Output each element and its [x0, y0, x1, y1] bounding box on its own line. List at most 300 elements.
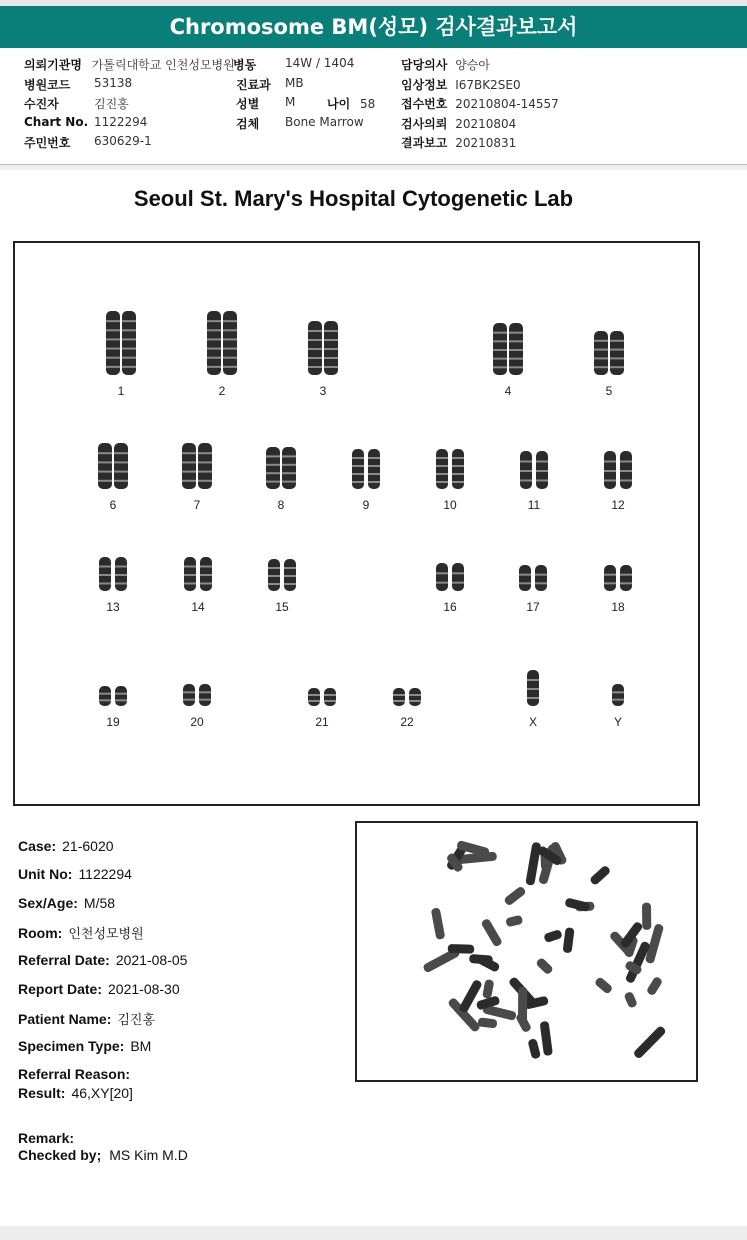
chromosome-band: [223, 366, 237, 368]
chromosome-band: [122, 366, 136, 368]
sexage-field: [18, 895, 115, 911]
chromosome-band: [604, 582, 616, 584]
chromosome-band: [493, 366, 507, 368]
metaphase-chromosome: [480, 918, 503, 948]
unit-value: 1122294: [78, 866, 132, 882]
chromosome-band: [223, 320, 237, 322]
metaphase-chromosome: [505, 915, 523, 928]
requester-label: 의뢰기관명: [24, 58, 82, 72]
chromosome-band: [308, 357, 322, 359]
chromosome-band: [122, 320, 136, 322]
chromosome-pair-18: [604, 565, 632, 614]
chromosome-band: [620, 470, 632, 472]
doctor-value: 양승아: [455, 58, 490, 72]
chromosome-band: [266, 481, 280, 483]
chart-value: 1122294: [94, 115, 148, 129]
chromosome-pair-17: [519, 565, 547, 614]
chromosome: [308, 688, 320, 706]
karyotype-panel: [13, 241, 700, 806]
clinical-label: 임상정보: [401, 78, 448, 92]
chromosome-band: [368, 465, 380, 467]
chromosome-band: [268, 567, 280, 569]
chromosome-band: [198, 452, 212, 454]
chromosome-band: [324, 357, 338, 359]
metaphase-chromosome: [482, 979, 494, 999]
dept-label: 진료과: [236, 78, 271, 92]
room-label: Room:: [18, 925, 63, 941]
chromosome-label: 8: [277, 498, 285, 512]
chromosome-pair-19: [99, 686, 127, 729]
chromosome-band: [115, 574, 127, 576]
chromosome: [183, 684, 195, 706]
chromosome-band: [98, 452, 112, 454]
referral-date-field: [18, 952, 187, 968]
chromosome-band: [266, 464, 280, 466]
chromosome-band: [122, 357, 136, 359]
chromosome-pair-5: [594, 331, 624, 398]
chromosome-label: 1: [117, 384, 125, 398]
chromosome-band: [368, 457, 380, 459]
chromosome-label: 4: [504, 384, 512, 398]
chromosome-band: [409, 700, 421, 702]
result-field: [18, 1085, 133, 1101]
metaphase-chromosome: [594, 976, 614, 995]
lab-title: Seoul St. Mary's Hospital Cytogenetic Lab: [133, 186, 574, 211]
age-label: 나이: [327, 97, 351, 111]
ward-field: [233, 56, 355, 73]
chromosome: [182, 443, 196, 489]
checked-field: [18, 1147, 188, 1163]
metaphase-chromosome: [515, 1012, 532, 1033]
chromosome-band: [604, 480, 616, 482]
referral-reason-field: [18, 1066, 136, 1082]
chromosome-band: [98, 480, 112, 482]
chromosome-band: [183, 699, 195, 701]
chromosome-band: [106, 320, 120, 322]
chromosome-band: [308, 700, 320, 702]
chromosome-band: [509, 358, 523, 360]
remark-label: Remark:: [18, 1130, 75, 1146]
chromosome-band: [620, 582, 632, 584]
chromosome: [282, 447, 296, 489]
unit-label: Unit No:: [18, 866, 73, 882]
chromosome-band: [207, 357, 221, 359]
chromosome-band: [207, 320, 221, 322]
metaphase-chromosome: [589, 865, 611, 886]
metaphase-chromosome: [563, 927, 575, 953]
chromosome-band: [308, 339, 322, 341]
chromosome-band: [115, 699, 127, 701]
chromosome: [266, 447, 280, 489]
chromosome-band: [604, 470, 616, 472]
chromosome-band: [324, 348, 338, 350]
chromosome-band: [535, 582, 547, 584]
chromosome-band: [520, 470, 532, 472]
chromosome-band: [452, 481, 464, 483]
chromosome: [324, 688, 336, 706]
sex-value: M: [285, 95, 296, 109]
chromosome-band: [493, 340, 507, 342]
chart-field: [24, 115, 148, 129]
report-date-field: [18, 981, 180, 997]
chromosome-band: [282, 472, 296, 474]
chromosome-band: [368, 481, 380, 483]
age-field: [327, 95, 375, 112]
chromosome-pair-4: [493, 323, 523, 398]
unit-field: [18, 866, 132, 882]
chromosome-band: [620, 480, 632, 482]
chromosome: [604, 565, 616, 591]
chromosome-band: [324, 330, 338, 332]
chromosome-band: [282, 455, 296, 457]
chromosome-band: [99, 583, 111, 585]
receipt-field: [401, 95, 559, 112]
chromosome-band: [620, 461, 632, 463]
chromosome-band: [266, 472, 280, 474]
chromosome-label: 11: [527, 498, 541, 512]
patient-value: 김진홍: [94, 97, 129, 111]
room-value: 인천성모병원: [68, 926, 144, 941]
chromosome-band: [122, 348, 136, 350]
chromosome-pair-8: [266, 447, 296, 512]
specimen-value: Bone Marrow: [285, 115, 364, 129]
specimen-field: [236, 115, 364, 132]
chromosome-band: [594, 349, 608, 351]
chromosome-band: [183, 691, 195, 693]
chromosome-pair-9: [352, 449, 380, 512]
chromosome-band: [352, 473, 364, 475]
checked-label: Checked by;: [18, 1147, 102, 1163]
chromosome-label: 10: [443, 498, 457, 512]
chromosome-band: [493, 332, 507, 334]
sex-field: [236, 95, 296, 112]
requester-field: [24, 56, 235, 73]
chromosome-band: [509, 349, 523, 351]
chromosome-band: [324, 339, 338, 341]
chromosome-band: [99, 566, 111, 568]
result-report-label: 결과보고: [401, 136, 448, 150]
chromosome-label: 5: [605, 384, 613, 398]
chromosome-band: [184, 583, 196, 585]
hospital-code-field: [24, 76, 133, 93]
metaphase-chromosome: [633, 1025, 667, 1060]
chromosome-band: [493, 349, 507, 351]
chromosome-pair-6: [98, 443, 128, 512]
chromosome-band: [527, 697, 539, 699]
chromosome-band: [207, 366, 221, 368]
chromosome-pair-14: [184, 557, 212, 614]
chromosome-band: [223, 357, 237, 359]
metaphase-chromosome: [431, 907, 446, 940]
chromosome-band: [284, 583, 296, 585]
chromosome: [393, 688, 405, 706]
chart-label: Chart No.: [24, 115, 89, 129]
chromosome-band: [308, 348, 322, 350]
chromosome-band: [324, 694, 336, 696]
chromosome: [99, 686, 111, 706]
chromosome-band: [308, 366, 322, 368]
chromosome-band: [200, 566, 212, 568]
chromosome-label: Y: [613, 715, 623, 729]
requester-value: 가톨릭대학교 인천성모병원: [91, 58, 235, 72]
chromosome: [409, 688, 421, 706]
chromosome-band: [106, 348, 120, 350]
result-value: 46,XY[20]: [71, 1085, 133, 1101]
specimen-type-value: BM: [130, 1038, 152, 1054]
chromosome-band: [604, 461, 616, 463]
chromosome-label: 22: [400, 715, 414, 729]
referral-date-value: 2021-08-05: [115, 952, 188, 968]
chromosome-band: [409, 694, 421, 696]
chromosome-band: [535, 574, 547, 576]
doctor-label: 담당의사: [401, 58, 448, 72]
clinical-field: [401, 76, 521, 93]
test-request-label: 검사의뢰: [401, 117, 448, 131]
chromosome-band: [452, 572, 464, 574]
chromosome-band: [266, 455, 280, 457]
dept-value: MB: [285, 76, 304, 90]
id-field: [24, 134, 152, 151]
chromosome-band: [122, 338, 136, 340]
chromosome-pair-12: [604, 451, 632, 512]
chromosome-band: [527, 679, 539, 681]
chromosome-pair-21: [308, 688, 336, 729]
chromosome-label: 17: [526, 600, 540, 614]
chromosome: [199, 684, 211, 706]
chromosome-band: [207, 338, 221, 340]
metaphase-chromosome: [478, 1017, 498, 1028]
chromosome-label: 16: [443, 600, 457, 614]
chromosome-band: [519, 582, 531, 584]
chromosome-band: [352, 465, 364, 467]
chromosome-band: [610, 340, 624, 342]
chromosome-label: 20: [190, 715, 204, 729]
chromosome-band: [436, 481, 448, 483]
chromosome-label: 15: [275, 600, 289, 614]
chromosome-band: [594, 357, 608, 359]
age-value: 58: [360, 97, 376, 111]
chromosome-label: 14: [191, 600, 205, 614]
id-value: 630629-1: [94, 134, 152, 148]
chromosome-band: [114, 471, 128, 473]
metaphase-chromosome: [535, 957, 554, 976]
id-label: 주민번호: [24, 136, 71, 150]
metaphase-chromosome: [503, 885, 527, 906]
chromosome-band: [99, 574, 111, 576]
case-value: 21-6020: [62, 838, 114, 854]
chromosome: [594, 331, 608, 375]
chromosome: [535, 565, 547, 591]
chromosome-band: [106, 338, 120, 340]
chromosome-band: [199, 691, 211, 693]
chromosome-label: 2: [218, 384, 226, 398]
chromosome-band: [106, 357, 120, 359]
chromosome-band: [98, 461, 112, 463]
chromosome-band: [308, 694, 320, 696]
chromosome-pair-16: [436, 563, 464, 614]
chromosome-band: [509, 340, 523, 342]
ward-label: 병동: [233, 58, 257, 72]
chromosome-band: [182, 471, 196, 473]
specimen-type-field: [18, 1038, 151, 1054]
receipt-label: 접수번호: [401, 97, 448, 111]
hospital-code-label: 병원코드: [24, 78, 71, 92]
chromosome-pair-Y: [612, 684, 624, 729]
receipt-value: 20210804-14557: [455, 97, 559, 111]
chromosome: [198, 443, 212, 489]
chromosome-band: [184, 566, 196, 568]
chromosome-band: [114, 452, 128, 454]
bottom-strip: [0, 1226, 747, 1240]
metaphase-chromosome: [448, 944, 475, 954]
chromosome: [436, 563, 448, 591]
chromosome-label: 12: [611, 498, 625, 512]
chromosome-band: [610, 366, 624, 368]
chromosome: [612, 684, 624, 706]
karyotype-image: [15, 243, 698, 804]
sex-label: 성별: [236, 97, 260, 111]
case-label: Case:: [18, 838, 57, 854]
chromosome: [98, 443, 112, 489]
chromosome-band: [115, 693, 127, 695]
chromosome-band: [594, 340, 608, 342]
ward-value: 14W / 1404: [285, 56, 355, 70]
chromosome-band: [106, 366, 120, 368]
chromosome-band: [620, 574, 632, 576]
chromosome-label: 21: [315, 715, 329, 729]
chromosome-band: [207, 329, 221, 331]
patient-name-field: [18, 1009, 155, 1028]
metaphase-chromosome: [623, 991, 637, 1009]
referral-reason-label: Referral Reason:: [18, 1066, 131, 1082]
chromosome-band: [200, 574, 212, 576]
chromosome-band: [612, 691, 624, 693]
chromosome-band: [436, 457, 448, 459]
doctor-field: [401, 56, 490, 73]
chromosome-band: [536, 470, 548, 472]
chromosome-band: [198, 471, 212, 473]
result-report-value: 20210831: [455, 136, 517, 150]
chromosome-band: [184, 574, 196, 576]
chromosome-band: [308, 330, 322, 332]
specimen-type-label: Specimen Type:: [18, 1038, 125, 1054]
chromosome-band: [594, 366, 608, 368]
chromosome-band: [368, 473, 380, 475]
chromosome-band: [436, 465, 448, 467]
chromosome-band: [115, 583, 127, 585]
chromosome-band: [284, 567, 296, 569]
sexage-label: Sex/Age:: [18, 895, 78, 911]
test-request-value: 20210804: [455, 117, 517, 131]
chromosome-label: X: [528, 715, 538, 729]
chromosome-band: [115, 566, 127, 568]
test-request-field: [401, 115, 516, 132]
chromosome-band: [114, 480, 128, 482]
room-field: [18, 923, 144, 942]
chromosome-band: [436, 582, 448, 584]
metaphase-spread-image: [357, 823, 696, 1080]
metaphase-chromosome: [469, 954, 493, 965]
chromosome-band: [182, 452, 196, 454]
chromosome-pair-11: [520, 451, 548, 512]
chromosome-band: [122, 329, 136, 331]
chromosome-band: [393, 694, 405, 696]
chromosome: [610, 331, 624, 375]
chromosome-band: [282, 481, 296, 483]
chromosome: [452, 563, 464, 591]
chromosome-band: [393, 700, 405, 702]
remark-field: [18, 1130, 80, 1146]
chromosome-pair-1: [106, 311, 136, 398]
chromosome-pair-22: [393, 688, 421, 729]
checked-value: MS Kim M.D: [109, 1147, 188, 1163]
chromosome-label: 18: [611, 600, 625, 614]
chromosome-band: [452, 582, 464, 584]
chromosome-band: [182, 480, 196, 482]
chromosome-pair-3: [308, 321, 338, 398]
patient-label: 수진자: [24, 97, 59, 111]
chromosome-band: [324, 700, 336, 702]
chromosome-label: 13: [106, 600, 120, 614]
metaphase-chromosome: [642, 903, 651, 930]
chromosome-band: [493, 358, 507, 360]
chromosome-pair-15: [268, 559, 296, 614]
chromosome-band: [106, 329, 120, 331]
chromosome-band: [520, 480, 532, 482]
chromosome: [114, 443, 128, 489]
chromosome-band: [268, 575, 280, 577]
chromosome-band: [536, 480, 548, 482]
hospital-code-value: 53138: [94, 76, 133, 90]
chromosome-band: [223, 338, 237, 340]
chromosome-band: [519, 574, 531, 576]
chromosome-band: [520, 461, 532, 463]
specimen-label: 검체: [236, 117, 260, 131]
chromosome-band: [284, 575, 296, 577]
chromosome-band: [268, 583, 280, 585]
chromosome-band: [509, 332, 523, 334]
result-label: Result:: [18, 1085, 66, 1101]
chromosome-label: 6: [109, 498, 117, 512]
report-date-value: 2021-08-30: [108, 981, 180, 997]
chromosome-label: 7: [193, 498, 201, 512]
chromosome-pair-13: [99, 557, 127, 614]
chromosome-label: 3: [319, 384, 327, 398]
chromosome-band: [436, 572, 448, 574]
chromosome: [519, 565, 531, 591]
chromosome-band: [223, 348, 237, 350]
metaphase-panel: [355, 821, 698, 1082]
chromosome-band: [452, 473, 464, 475]
chromosome: [115, 686, 127, 706]
chromosome-band: [509, 366, 523, 368]
dept-field: [236, 76, 304, 93]
metaphase-chromosome: [543, 929, 563, 943]
chromosome-band: [452, 457, 464, 459]
clinical-value: I67BK2SE0: [455, 78, 521, 92]
chromosome-band: [99, 693, 111, 695]
chromosome-band: [352, 457, 364, 459]
chromosome-band: [200, 583, 212, 585]
chromosome-band: [604, 574, 616, 576]
chromosome-pair-20: [183, 684, 211, 729]
report-date-label: Report Date:: [18, 981, 103, 997]
referral-date-label: Referral Date:: [18, 952, 110, 968]
chromosome-band: [98, 471, 112, 473]
chromosome-label: 19: [106, 715, 120, 729]
metaphase-chromosome: [646, 976, 663, 997]
chromosome-band: [198, 480, 212, 482]
